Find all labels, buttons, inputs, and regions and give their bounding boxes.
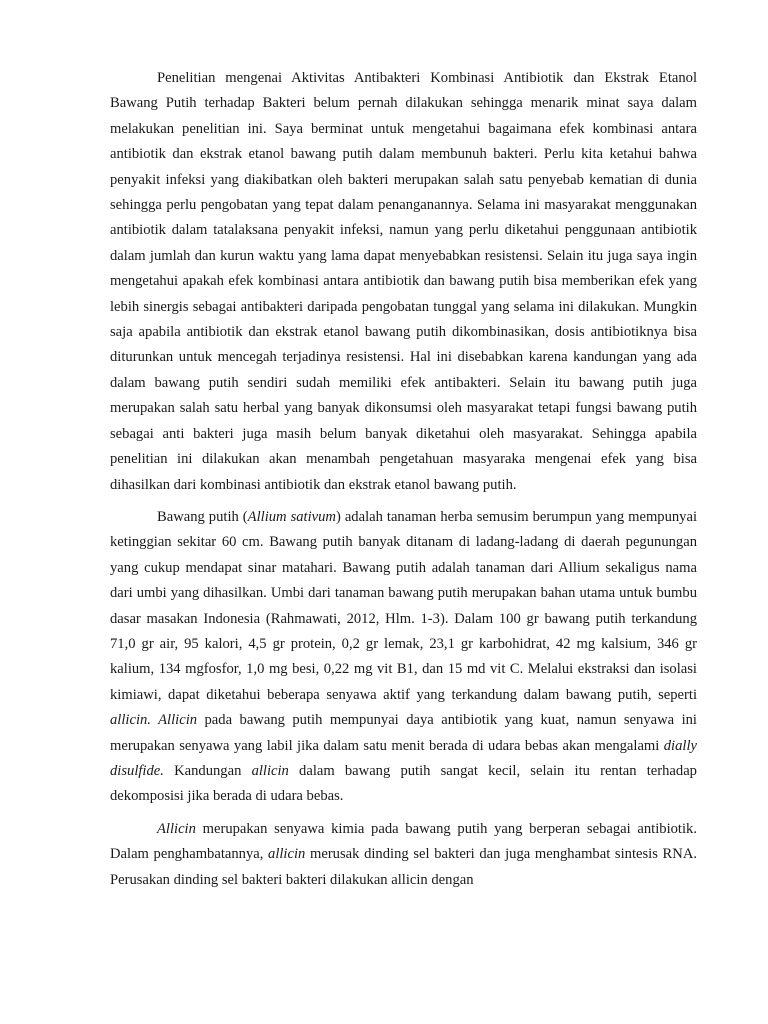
paragraph-2-text: ) adalah tanaman herba semusim berumpun yang mempunyai ketinggian sekitar 60 cm. Bawang putih banyak ditanam di ladang-ladang di daerah pegunungan yang cukup mendapat sinar matahari. Bawang putih adalah tanaman dari Allium sekaligus nama dari umbi yang dihasilkan. Umbi dari tanaman bawang putih merupakan bahan utama untuk bumbu dasar masakan Indonesia (Rahmawati, 2012, Hlm. 1-3). Dalam 100 gr bawang putih terkandung 71,0 gr air, 95 kalori, 4,5 gr protein, 0,2 gr lemak, 23,1 gr karbohidrat, 42 mg kalsium, 346 gr kalium, 134 mgfosfor, 1,0 mg besi, 0,22 mg vit B1, dan 15 md vit C. Melalui ekstraksi dan isolasi kimiawi, dapat diketahui beberapa senyawa aktif yang terkandung dalam bawang putih, seperti	[110, 508, 698, 703]
paragraph-3-text: merupakan senyawa kimia pada bawang putih yang berperan sebagai antibiotik. Dalam penghambatannya,	[110, 820, 697, 863]
paragraph-2-italic-term: allicin	[251, 762, 289, 779]
paragraph-2-text: pada bawang putih mempunyai daya antibiotik yang kuat, namun senyawa ini merupakan senyawa yang labil jika dalam satu menit berada di udara bebas akan mengalami	[110, 712, 697, 754]
paragraph-1-text: Penelitian mengenai Aktivitas Antibakteri Kombinasi Antibiotik dan Ekstrak Etanol Bawang Putih terhadap Bakteri belum pernah dilakukan sehingga menarik minat saya dalam melakukan penelitian ini. Saya berminat untuk mengetahui bagaimana efek kombinasi antara antibiotik dan ekstrak etanol bawang putih dalam membunuh bakteri. Perlu kita ketahui bahwa penyakit infeksi yang diakibatkan oleh bakteri merupakan salah satu penyebab kematian di dunia sehingga perlu pengobatan yang tepat dalam penanganannya. Selama ini masyarakat menggunakan antibiotik dalam tatalaksana penyakit infeksi, namun yang perlu diketahui penggunaan antibiotik dalam jumlah dan kurun waktu yang lama dapat menyebabkan resistensi. Selain itu juga saya ingin mengetahui apakah efek kombinasi antara antibiotik dan bawang putih bisa memberikan efek yang lebih sinergis sebagai antibakteri daripada pengobatan tunggal yang selama ini dilakukan. Mungkin saja apabila antibiotik dan ekstrak etanol bawang putih dikombinasikan, dosis antibiotiknya bisa diturunkan untuk mencegah terjadinya resistensi. Hal ini disebabkan karena kandungan yang ada dalam bawang putih sendiri sudah memiliki efek antibakteri. Selain itu bawang putih juga merupakan salah satu herbal yang banyak dikonsumsi oleh masyarakat tetapi fungsi bawang putih sebagai anti bakteri juga masih belum banyak diketahui oleh masyarakat. Sehingga apabila penelitian ini dilakukan akan menambah pengetahuan masyaraka mengenai efek yang bisa dihasilkan dari kombinasi antibiotik dan ekstrak etanol bawang putih.	[110, 70, 697, 493]
document-page	[110, 66, 697, 893]
paragraph-2-italic-term: allicin. Allicin	[110, 712, 198, 729]
paragraph-2-text: Bawang putih (	[157, 508, 248, 525]
paragraph-3-italic-term: allicin	[268, 846, 306, 863]
paragraph-3-text: merusak dinding sel bakteri dan juga menghambat sintesis RNA. Perusakan dinding sel bakteri bakteri dilakukan allicin dengan	[110, 846, 698, 888]
paragraph-2-text: dalam bawang putih sangat kecil, selain itu rentan terhadap dekomposisi jika berada di udara bebas.	[110, 762, 697, 805]
paragraph-3	[110, 817, 697, 893]
paragraph-1	[110, 66, 697, 498]
paragraph-2-latin-name: Allium sativum	[247, 508, 336, 525]
paragraph-3-italic-term: Allicin	[157, 820, 196, 837]
paragraph-2	[110, 505, 697, 810]
paragraph-2-text: Kandungan	[163, 762, 252, 779]
paragraph-2-italic-term: dially disulfide.	[110, 737, 697, 779]
